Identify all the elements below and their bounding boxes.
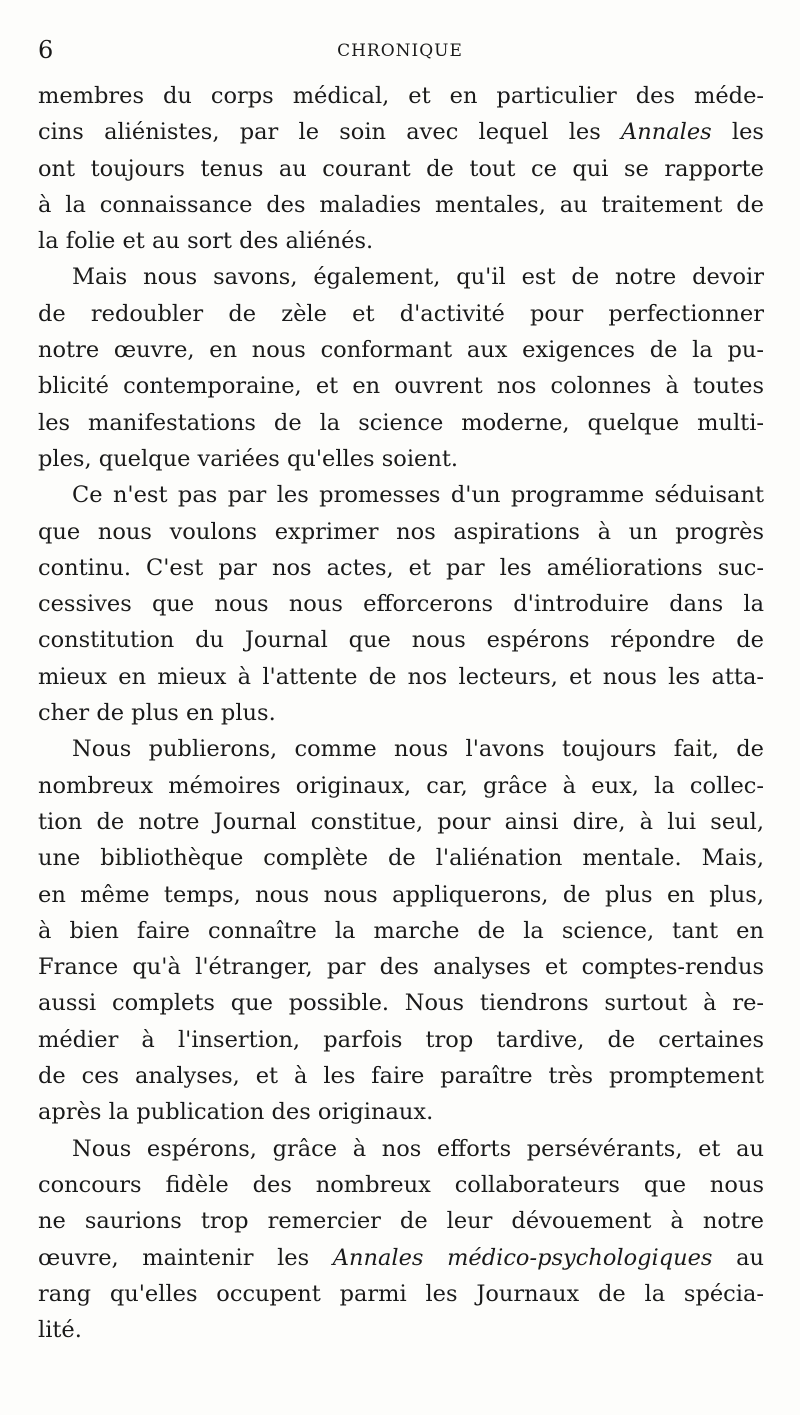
text-line: Nous publierons, comme nous l'avons toujours fait, de xyxy=(72,736,764,763)
paragraph xyxy=(38,78,764,259)
text-line: Nous espérons, grâce à nos efforts persévérants, et au xyxy=(72,1135,764,1162)
paragraph xyxy=(38,1131,764,1349)
text-line: médier à l'insertion, parfois trop tardive, de certaines xyxy=(38,1026,764,1053)
text-line: de ces analyses, et à les faire paraître très promptement xyxy=(38,1063,764,1090)
text-line: mieux en mieux à l'attente de nos lecteurs, et nous les atta- xyxy=(38,663,764,690)
text-line: à bien faire connaître la marche de la science, tant en xyxy=(38,917,764,944)
text-line: constitution du Journal que nous espérons répondre de xyxy=(38,627,764,654)
text-line: Ce n'est pas par les promesses d'un programme séduisant xyxy=(72,482,764,509)
paragraph xyxy=(38,259,764,477)
text-line: de redoubler de zèle et d'activité pour perfectionner xyxy=(38,300,764,327)
text-line: une bibliothèque complète de l'aliénation mentale. Mais, xyxy=(38,845,764,872)
text-line: tion de notre Journal constitue, pour ainsi dire, à lui seul, xyxy=(38,808,764,835)
text-line: lité. xyxy=(38,1317,82,1344)
running-title: CHRONIQUE xyxy=(337,41,463,61)
paragraph xyxy=(38,477,764,731)
text-line: cher de plus en plus. xyxy=(38,700,276,727)
text-line: que nous voulons exprimer nos aspirations à un progrès xyxy=(38,518,764,545)
text-line: cins aliénistes, par le soin avec lequel les Annales les xyxy=(38,119,764,146)
page-number: 6 xyxy=(38,36,54,64)
running-head xyxy=(38,36,762,64)
text-line: cessives que nous nous efforcerons d'introduire dans la xyxy=(38,591,764,618)
text-line: continu. C'est par nos actes, et par les améliorations suc- xyxy=(38,554,764,581)
text-line: France qu'à l'étranger, par des analyses et comptes-rendus xyxy=(38,954,764,981)
text-line: ne saurions trop remercier de leur dévouement à notre xyxy=(38,1208,764,1235)
text-line: Mais nous savons, également, qu'il est de notre devoir xyxy=(72,264,764,291)
text-line: blicité contemporaine, et en ouvrent nos colonnes à toutes xyxy=(38,373,764,400)
text-line: en même temps, nous nous appliquerons, de plus en plus, xyxy=(38,881,764,908)
text-line: les manifestations de la science moderne, quelque multi- xyxy=(38,409,764,436)
text-line: ont toujours tenus au courant de tout ce qui se rapporte xyxy=(38,155,764,182)
paragraph xyxy=(38,731,764,1130)
text-line: concours fidèle des nombreux collaborateurs que nous xyxy=(38,1171,764,1198)
text-line: œuvre, maintenir les Annales médico-psychologiques au xyxy=(38,1244,764,1271)
text-line: ples, quelque variées qu'elles soient. xyxy=(38,445,459,472)
text-line: à la connaissance des maladies mentales, au traitement de xyxy=(38,191,764,218)
text-line: la folie et au sort des aliénés. xyxy=(38,228,374,255)
text-line: après la publication des originaux. xyxy=(38,1099,434,1126)
text-line: membres du corps médical, et en particulier des méde- xyxy=(38,83,764,109)
text-line: notre œuvre, en nous conformant aux exigences de la pu- xyxy=(38,337,764,364)
body-text xyxy=(38,78,764,1348)
text-line: aussi complets que possible. Nous tiendrons surtout à re- xyxy=(38,990,764,1017)
text-line: rang qu'elles occupent parmi les Journaux de la spécia- xyxy=(38,1280,764,1307)
text-line: nombreux mémoires originaux, car, grâce à eux, la collec- xyxy=(38,772,764,799)
